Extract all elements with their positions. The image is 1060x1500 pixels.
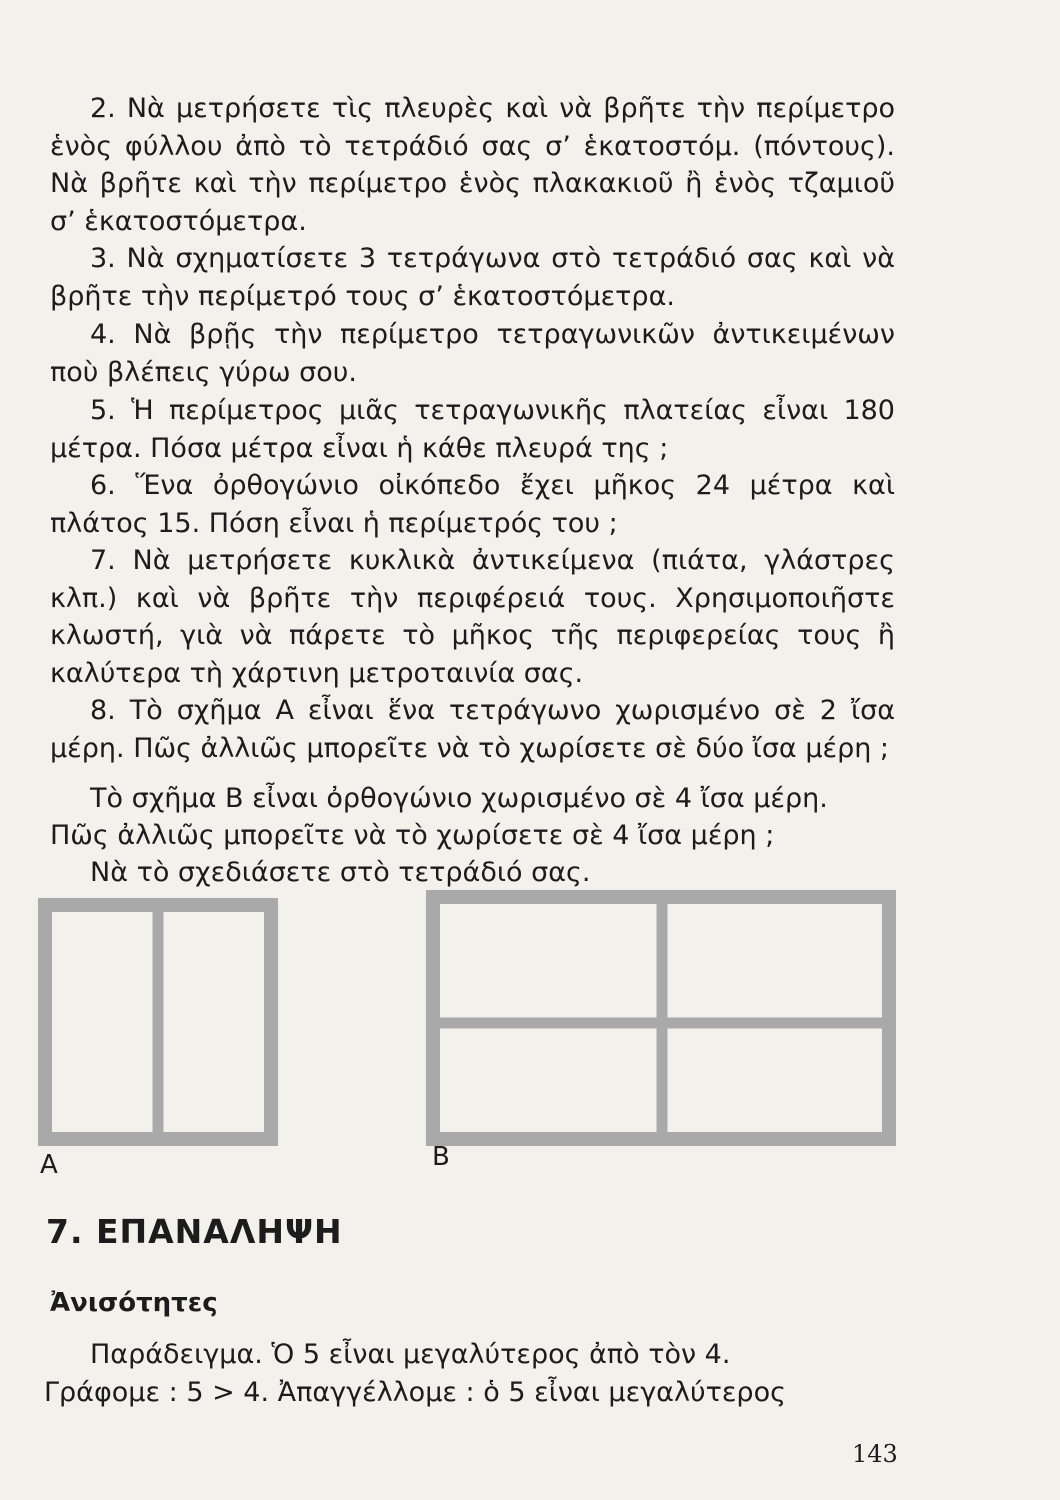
figure-b-rectangle bbox=[426, 890, 896, 1146]
exercise-6: 6. Ἕνα ὀρθογώνιο οἰκόπεδο ἔχει μῆκος 24 μέτρα καὶ πλάτος 15. Πόση εἶναι ἡ περίμετρός του ; bbox=[50, 470, 895, 539]
figure-a-square bbox=[38, 898, 278, 1146]
write-line: Γράφομε : 5 > 4. Ἀπαγγέλλομε : ὁ 5 εἶναι μεγαλύτερος bbox=[44, 1377, 786, 1408]
exercise-7: 7. Νὰ μετρήσετε κυκλικὰ ἀντικείμενα (πιάτα, γλάστρες κλπ.) καὶ νὰ βρῆτε τὴν περιφέρειά τους. Χρησιμοποιῆστε κλωστή, γιὰ νὰ πάρετε τὸ μῆκος τῆς περιφερείας τους ἢ καλύτερα τὴ χάρτινη μετροταινία σας. bbox=[50, 545, 895, 689]
page-number: 143 bbox=[852, 1440, 898, 1468]
section-subheading: Ἀνισότητες bbox=[50, 1288, 218, 1318]
exercise-3: 3. Νὰ σχηματίσετε 3 τετράγωνα στὸ τετράδιό σας καὶ νὰ βρῆτε τὴν περίμετρό τους σ’ ἑκατοστόμετρα. bbox=[50, 243, 895, 312]
exercise-5: 5. Ἡ περίμετρος μιᾶς τετραγωνικῆς πλατείας εἶναι 180 μέτρα. Πόσα μέτρα εἶναι ἡ κάθε πλευρά της ; bbox=[50, 395, 895, 464]
exercise-8: 8. Τὸ σχῆμα Α εἶναι ἕνα τετράγωνο χωρισμένο σὲ 2 ἴσα μέρη. Πῶς ἀλλιῶς μπορεῖτε νὰ τὸ χωρίσετε σὲ δύο ἴσα μέρη ; bbox=[50, 695, 895, 764]
example-line: Παράδειγμα. Ὁ 5 εἶναι μεγαλύτερος ἀπὸ τὸν 4. bbox=[90, 1339, 731, 1370]
section-heading: 7. ΕΠΑΝΑΛΗΨΗ bbox=[46, 1212, 343, 1251]
exercise-2: 2. Νὰ μετρήσετε τὶς πλευρὲς καὶ νὰ βρῆτε τὴν περίμετρο ἑνὸς φύλλου ἀπὸ τὸ τετράδιό σας σ’ ἑκατοστόμ. (πόντους). Νὰ βρῆτε καὶ τὴν περίμετρο ἑνὸς πλακακιοῦ ἢ ἑνὸς τζαμιοῦ σ’ ἑκατοστόμετρα. bbox=[50, 93, 895, 237]
exercise-8b-line-1: Τὸ σχῆμα Β εἶναι ὀρθογώνιο χωρισμένο σὲ 4 ἴσα μέρη. bbox=[90, 783, 828, 814]
figure-a-label: A bbox=[40, 1150, 58, 1180]
exercise-8b-line-3: Νὰ τὸ σχεδιάσετε στὸ τετράδιό σας. bbox=[90, 857, 591, 888]
figure-b-label: B bbox=[432, 1142, 450, 1172]
exercise-4: 4. Νὰ βρῇς τὴν περίμετρο τετραγωνικῶν ἀντικειμένων ποὺ βλέπεις γύρω σου. bbox=[50, 319, 895, 388]
exercise-8b-line-2: Πῶς ἀλλιῶς μπορεῖτε νὰ τὸ χωρίσετε σὲ 4 ἴσα μέρη ; bbox=[50, 820, 775, 851]
